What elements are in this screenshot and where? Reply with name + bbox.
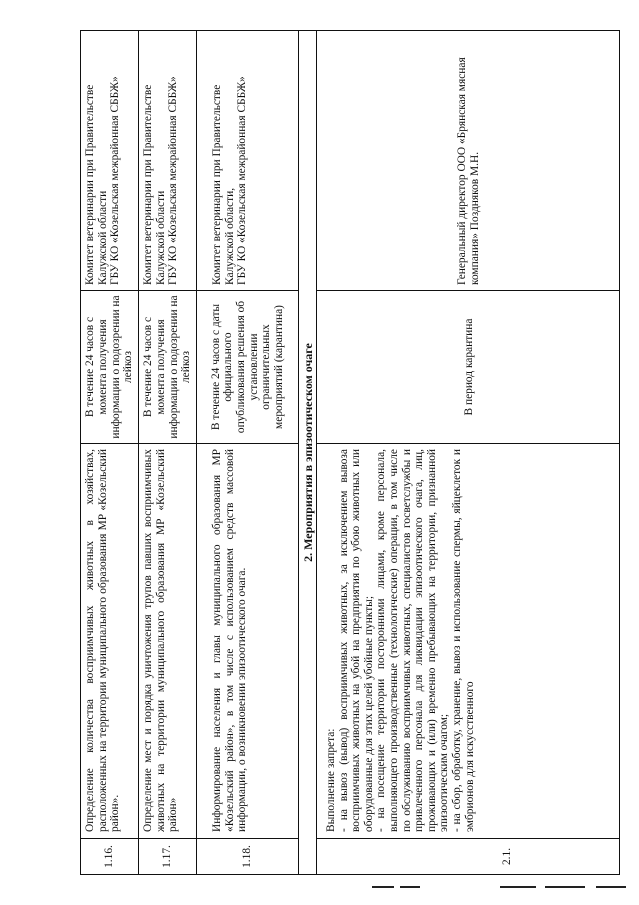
table-row: [81, 31, 139, 874]
responsible-line: ГБУ КО «Козельская межрайонная СББЖ»: [109, 76, 122, 285]
deadline-cell: В течение 24 часов с момента получения информации о подозрении на лейкоз: [81, 290, 138, 443]
scan-mark: [400, 886, 420, 888]
table-row: [197, 31, 299, 874]
table-row: [317, 31, 620, 874]
scan-mark: [545, 886, 585, 888]
responsible-cell: [317, 30, 620, 290]
row-number: 1.17.: [139, 838, 196, 874]
responsible-cell: [139, 30, 196, 290]
activity-line: - на сбор, обработку, хранение, вывоз и использование спермы, яйцеклеток и эмбрионов для искусственного: [450, 449, 476, 832]
deadline-cell: В период карантина: [317, 290, 620, 443]
responsible-line: Комитет ветеринарии при Правительстве Калужской области: [84, 84, 109, 285]
measures-table: [80, 30, 620, 875]
responsible-line: ГБУ КО «Козельская межрайонная СББЖ»: [167, 76, 180, 285]
deadline-cell: В течение 24 часов с даты официального опубликования решения об установлении ограничительных мероприятий (карантина): [197, 290, 298, 443]
deadline-cell: В течение 24 часов с момента получения информации о подозрении на лейкоз: [139, 290, 196, 443]
scan-mark: [596, 886, 626, 888]
activity-cell: [317, 443, 620, 838]
activity-cell: Информирование населения и главы муниципального образования МР «Козельский район», в том числе с использованием средств массовой информации, о возникновении эпизоотического очага.: [197, 443, 298, 838]
rotated-page: [80, 30, 620, 875]
activity-line: Выполнение запрета:: [325, 728, 337, 832]
activity-cell: Определение количества восприимчивых животных в хозяйствах, расположенных на территории муниципального образования МР «Козельский район».: [81, 443, 138, 838]
responsible-line: ГБУ КО «Козельская межрайонная СББЖ»: [236, 76, 249, 285]
row-number: 1.16.: [81, 838, 138, 874]
table-row: [139, 31, 197, 874]
responsible-line: Комитет ветеринарии при Правительстве Калужской области: [142, 84, 167, 285]
scan-mark: [500, 886, 536, 888]
activity-cell: Определение мест и порядка уничтожения трупов павших восприимчивых животных на территории муниципального образования МР «Козельский район»: [139, 443, 196, 838]
section-heading: 2. Мероприятия в эпизоотическом очаге: [299, 31, 317, 874]
activity-line: - на посещение территории посторонними лицами, кроме персонала, выполняющего производственные (технологические) операции, в том числе по обслуживанию восприимчивых животных, специалистов госветслужбы и привлеченного персонала для ликвидации эпизоотического очага, лиц, проживающих и (или) временно пребывающих на территории, признанной эпизоотическим очагом;: [375, 449, 451, 832]
scan-mark: [372, 886, 394, 888]
activity-line: - на вывоз (вывод) восприимчивых животных, за исключением вывоза восприимчивых животных на убой на предприятия по убою животных или оборудованные для этих целей убойные пункты;: [337, 449, 375, 832]
responsible-cell: [197, 30, 298, 290]
responsible-line: Комитет ветеринарии при Правительстве Калужской области,: [211, 84, 236, 285]
row-number: 2.1.: [317, 838, 620, 874]
responsible-cell: [81, 30, 138, 290]
row-number: 1.18.: [197, 838, 298, 874]
responsible-line: Генеральный директор ООО «Брянская мясная компания» Поздняков М.Н.: [456, 57, 481, 285]
